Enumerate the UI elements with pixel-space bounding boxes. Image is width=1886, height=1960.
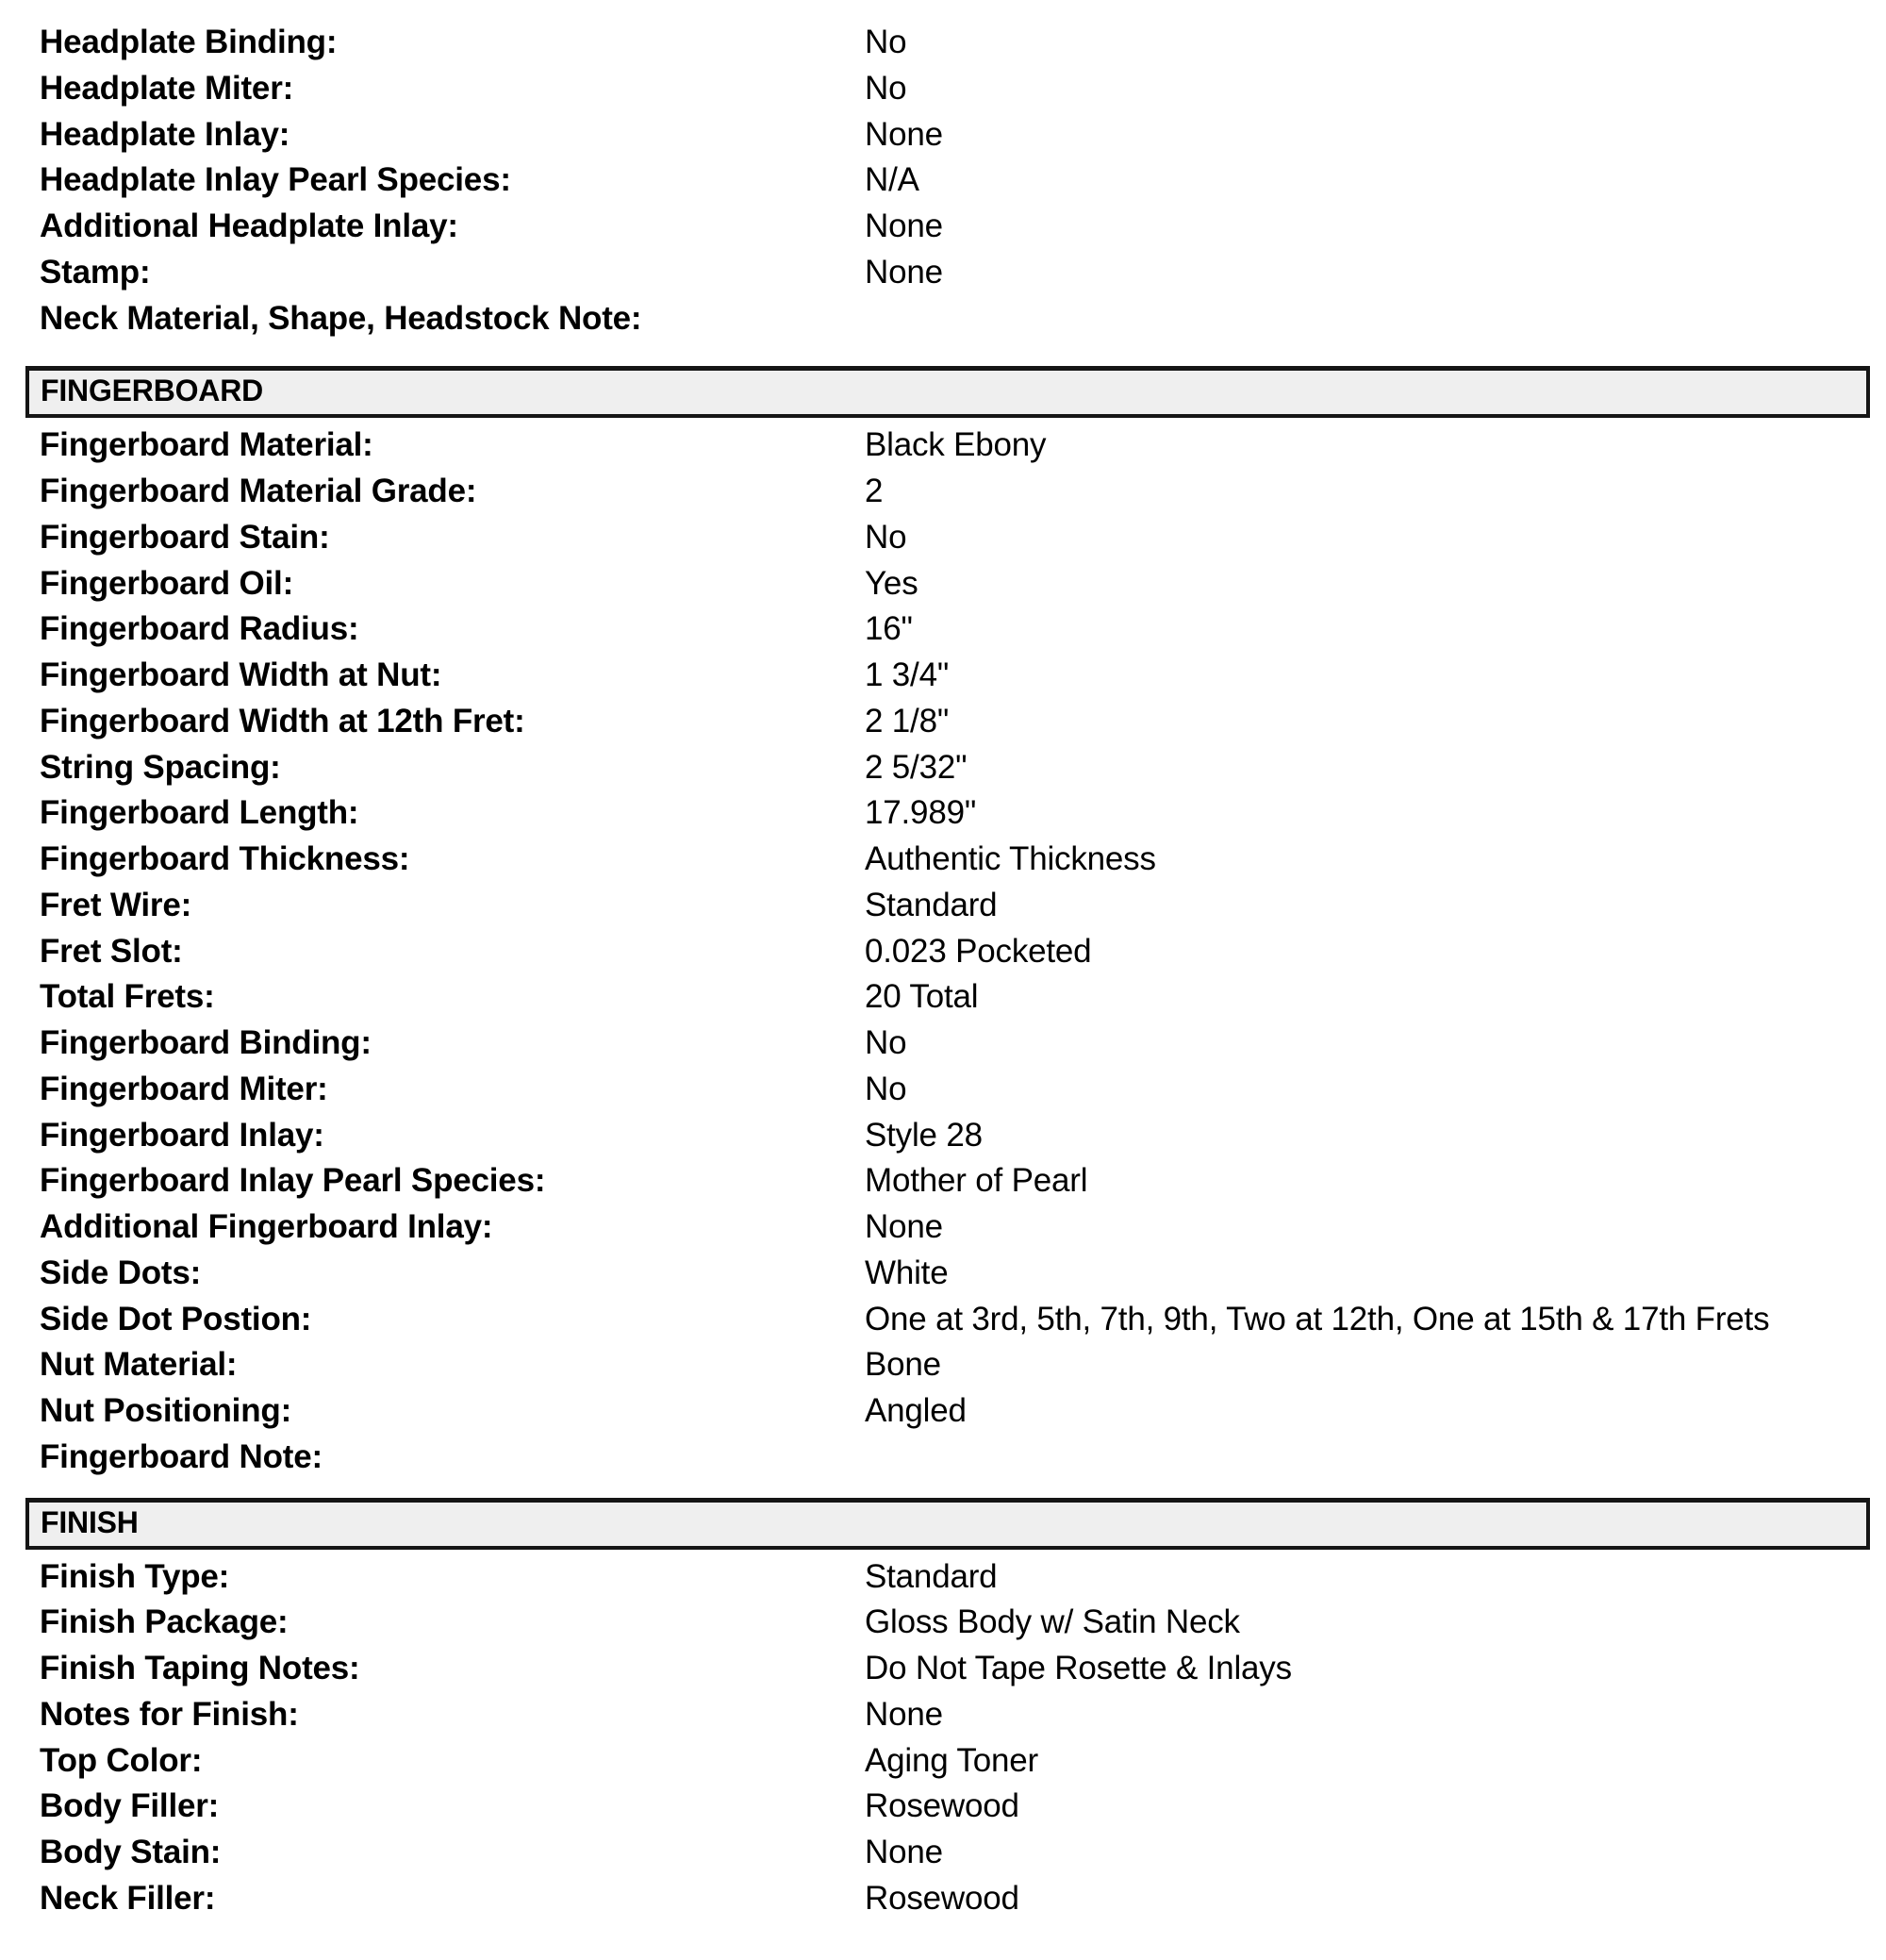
spec-value: Bone xyxy=(865,1346,941,1384)
spec-value: No xyxy=(865,518,907,556)
spec-value: 17.989" xyxy=(865,794,977,832)
spec-value: White xyxy=(865,1254,949,1291)
spec-value: None xyxy=(865,1695,943,1733)
spec-label: Headplate Inlay Pearl Species: xyxy=(40,161,511,199)
spec-value: 16" xyxy=(865,610,913,648)
spec-value: 2 1/8" xyxy=(865,702,950,739)
spec-label: Nut Positioning: xyxy=(40,1392,292,1429)
spec-row xyxy=(0,204,1886,250)
spec-value: Yes xyxy=(865,564,918,602)
spec-label: Headplate Miter: xyxy=(40,69,294,107)
spec-value: No xyxy=(865,1024,907,1061)
spec-row xyxy=(0,1435,1886,1481)
spec-label: Fingerboard Material: xyxy=(40,426,373,464)
spec-row xyxy=(0,699,1886,745)
spec-label: Total Frets: xyxy=(40,978,215,1016)
spec-row xyxy=(0,1876,1886,1922)
spec-value: Authentic Thickness xyxy=(865,840,1156,877)
spec-label: Fingerboard Radius: xyxy=(40,610,359,648)
spec-label: Neck Material, Shape, Headstock Note: xyxy=(40,299,642,337)
headplate-section-rows xyxy=(0,20,1886,341)
spec-row xyxy=(0,790,1886,837)
spec-row xyxy=(0,1113,1886,1159)
spec-label: Additional Headplate Inlay: xyxy=(40,208,458,244)
spec-label: Neck Filler: xyxy=(40,1879,216,1917)
spec-value: None xyxy=(865,115,943,153)
spec-row xyxy=(0,1342,1886,1388)
spec-row xyxy=(0,112,1886,158)
spec-value: None xyxy=(865,208,943,244)
spec-row xyxy=(0,745,1886,791)
spec-label: Fingerboard Oil: xyxy=(40,564,294,602)
spec-row xyxy=(0,158,1886,204)
spec-label: Fingerboard Length: xyxy=(40,794,359,832)
spec-row xyxy=(0,1646,1886,1692)
spec-label: Headplate Binding: xyxy=(40,24,338,60)
spec-row xyxy=(0,1067,1886,1113)
spec-label: Fingerboard Inlay Pearl Species: xyxy=(40,1162,546,1200)
spec-row xyxy=(0,1600,1886,1646)
spec-row xyxy=(0,1204,1886,1251)
spec-value: No xyxy=(865,1070,907,1107)
spec-value: Black Ebony xyxy=(865,426,1047,464)
spec-row xyxy=(0,883,1886,929)
spec-row xyxy=(0,929,1886,975)
spec-value: Gloss Body w/ Satin Neck xyxy=(865,1603,1240,1641)
spec-row xyxy=(0,1297,1886,1343)
spec-label: Additional Fingerboard Inlay: xyxy=(40,1208,493,1245)
spec-label: Headplate Inlay: xyxy=(40,115,290,153)
spec-label: Fingerboard Note: xyxy=(40,1437,323,1475)
spec-row xyxy=(0,250,1886,296)
spec-label: Body Stain: xyxy=(40,1834,222,1870)
spec-row xyxy=(0,1388,1886,1435)
finish-section-header: FINISH xyxy=(25,1498,1870,1550)
spec-value: 2 xyxy=(865,473,884,509)
spec-value: 0.023 Pocketed xyxy=(865,932,1092,970)
spec-value: None xyxy=(865,1208,943,1245)
finish-section-rows xyxy=(0,1554,1886,1922)
spec-label: Fingerboard Binding: xyxy=(40,1024,372,1061)
spec-value: Rosewood xyxy=(865,1787,1019,1825)
spec-value: No xyxy=(865,24,907,60)
spec-row xyxy=(0,561,1886,607)
spec-row xyxy=(0,1784,1886,1830)
spec-label: Body Filler: xyxy=(40,1787,220,1825)
fingerboard-section-rows xyxy=(0,423,1886,1480)
spec-value: Style 28 xyxy=(865,1116,983,1154)
spec-value: No xyxy=(865,69,907,107)
spec-label: Fingerboard Material Grade: xyxy=(40,473,477,509)
spec-value: Aging Toner xyxy=(865,1741,1038,1779)
spec-label: Notes for Finish: xyxy=(40,1695,299,1733)
spec-value: 2 5/32" xyxy=(865,748,968,786)
spec-row xyxy=(0,1738,1886,1785)
spec-value: None xyxy=(865,1834,943,1870)
spec-row xyxy=(0,974,1886,1021)
spec-label: String Spacing: xyxy=(40,748,281,786)
spec-value: Rosewood xyxy=(865,1879,1019,1917)
spec-row xyxy=(0,66,1886,112)
spec-value: One at 3rd, 5th, 7th, 9th, Two at 12th, One at 15th & 17th Frets xyxy=(865,1300,1770,1337)
spec-label: Fingerboard Miter: xyxy=(40,1070,328,1107)
spec-row xyxy=(0,1692,1886,1738)
spec-value: Angled xyxy=(865,1392,967,1429)
spec-value: Do Not Tape Rosette & Inlays xyxy=(865,1650,1292,1686)
spec-label: Finish Package: xyxy=(40,1603,289,1641)
spec-label: Fingerboard Inlay: xyxy=(40,1116,324,1154)
fingerboard-section-header: FINGERBOARD xyxy=(25,366,1870,418)
spec-label: Fingerboard Width at Nut: xyxy=(40,656,442,693)
spec-label: Side Dot Postion: xyxy=(40,1300,312,1337)
spec-value: N/A xyxy=(865,161,919,199)
spec-label: Fret Wire: xyxy=(40,886,192,923)
spec-label: Finish Taping Notes: xyxy=(40,1650,360,1686)
spec-value: 1 3/4" xyxy=(865,656,950,693)
spec-label: Nut Material: xyxy=(40,1346,238,1384)
spec-label: Fingerboard Thickness: xyxy=(40,840,410,877)
spec-label: Fingerboard Stain: xyxy=(40,518,330,556)
spec-value: Standard xyxy=(865,1557,998,1595)
spec-value: 20 Total xyxy=(865,978,979,1016)
spec-row xyxy=(0,515,1886,561)
spec-row xyxy=(0,653,1886,699)
spec-row xyxy=(0,296,1886,342)
spec-value: Standard xyxy=(865,886,998,923)
spec-row xyxy=(0,837,1886,883)
spec-row xyxy=(0,1830,1886,1876)
spec-label: Finish Type: xyxy=(40,1557,230,1595)
spec-row xyxy=(0,1158,1886,1204)
spec-value: Mother of Pearl xyxy=(865,1162,1088,1200)
spec-value: None xyxy=(865,253,943,291)
spec-label: Side Dots: xyxy=(40,1254,202,1291)
spec-label: Fingerboard Width at 12th Fret: xyxy=(40,702,525,739)
spec-row xyxy=(0,469,1886,515)
spec-row xyxy=(0,1554,1886,1601)
spec-row xyxy=(0,1021,1886,1067)
spec-label: Top Color: xyxy=(40,1741,203,1779)
spec-label: Stamp: xyxy=(40,253,151,291)
spec-row xyxy=(0,1251,1886,1297)
spec-label: Fret Slot: xyxy=(40,932,183,970)
spec-row xyxy=(0,423,1886,469)
spec-row xyxy=(0,20,1886,66)
spec-row xyxy=(0,606,1886,653)
